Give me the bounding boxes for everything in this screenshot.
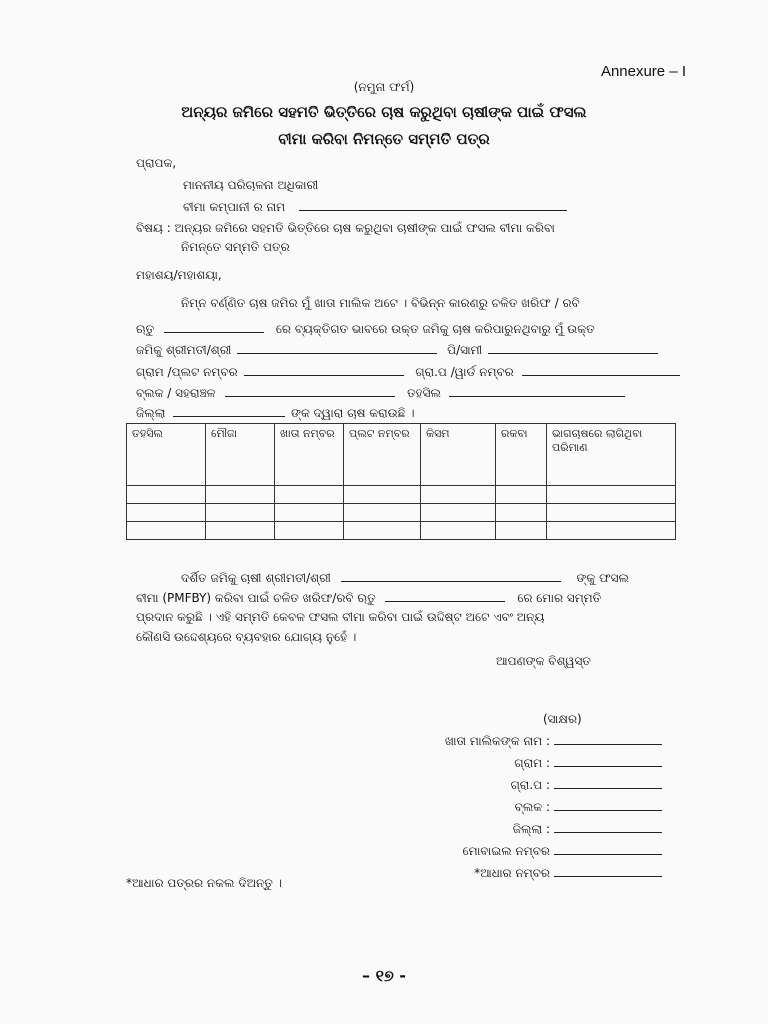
season-label: ଋତୁ [136, 322, 155, 336]
form-title-line2: ବୀମା କରିବା ନିମନ୍ତେ ସମ୍ମତି ପତ୍ର [278, 130, 490, 148]
subject-line2: ନିମନ୍ତେ ସମ୍ମତି ପତ୍ର [181, 240, 290, 254]
page-number: – ୧୭ - [362, 966, 406, 985]
sig-block-blank[interactable] [554, 799, 662, 811]
tahasil-blank[interactable] [449, 385, 625, 397]
table-cell[interactable] [547, 486, 676, 504]
para1-line4 [136, 364, 680, 380]
table-cell[interactable] [344, 522, 421, 540]
table-header-row [127, 424, 676, 486]
yours-faithfully: ଆପଣଙ୍କ ବିଶ୍ୱସ୍ତ [496, 654, 591, 668]
block-blank[interactable] [225, 385, 395, 397]
table-cell[interactable] [344, 504, 421, 522]
sig-field-district [513, 821, 662, 837]
sig-field-village [514, 755, 662, 771]
village-blank[interactable] [554, 755, 662, 767]
para2-line3: ପ୍ରଦାନ କରୁଛି । ଏହି ସମ୍ମତି କେବଳ ଫସଲ ବୀମା କରିବା ପାଇଁ ଉଦ୍ଦିଷ୍ଟ ଅଟେ ଏବଂ ଅନ୍ୟ [136, 610, 545, 624]
col-rakaba: ରକବା [496, 424, 547, 486]
cultivator-name-blank[interactable] [237, 342, 437, 354]
para1-line2 [136, 321, 595, 337]
consent-cultivator-blank[interactable] [341, 570, 561, 582]
district-blank[interactable] [173, 405, 285, 417]
pmfby-text: ବୀମା (PMFBY) କରିବା ପାଇଁ ଚଳିତ ଖରିଫ/ରବି ଋତୁ [136, 591, 376, 605]
table-cell[interactable] [206, 522, 275, 540]
table-cell[interactable] [421, 486, 496, 504]
annexure-label: Annexure – I [600, 63, 686, 80]
sig-field-aadhaar [474, 865, 662, 881]
land-details-table [126, 423, 676, 540]
consent-text: ରେ ମୋର ସମ୍ମତି [517, 591, 602, 605]
table-cell[interactable] [547, 504, 676, 522]
para1-line1: ନିମ୍ନ ବର୍ଣ୍ଣିତ ଚାଷ ଜମିର ମୁଁ ଖାତା ମାଲିକ ଅଟେ । ବିଭିନ୍ନ କାରଣରୁ ଚଳିତ ଖରିଫ / ରବି [181, 296, 580, 310]
col-kisam: କିସମ [421, 424, 496, 486]
para2-line2 [136, 590, 601, 606]
col-tahasil: ତହସିଲ [127, 424, 206, 486]
col-share-area: ଭାଗଚାଷରେ ଲାଗିଥିବା ପରିମାଣ [547, 424, 676, 486]
mobile-blank[interactable] [554, 843, 662, 855]
table-cell[interactable] [206, 504, 275, 522]
table-cell[interactable] [547, 522, 676, 540]
village-plot-label: ଗ୍ରାମ /ପ୍ଲଟ ନମ୍ବର [136, 365, 238, 379]
table-cell[interactable] [421, 504, 496, 522]
col-plot: ପ୍ଲଟ ନମ୍ବର [344, 424, 421, 486]
sig-district-blank[interactable] [554, 821, 662, 833]
owner-name-blank[interactable] [554, 733, 662, 745]
signature-label: (ସାକ୍ଷର) [543, 712, 582, 726]
district-label: ଜିଲ୍ଲା [136, 406, 166, 420]
form-title-line1: ଅନ୍ୟର ଜମିରେ ସହମତି ଭିତ୍ତିରେ ଚାଷ କରୁଥିବା ଚାଷୀଙ୍କ ପାଇଁ ଫସଲ [181, 103, 587, 121]
spouse-name-blank[interactable] [488, 342, 658, 354]
sig-field-label: ମୋବାଇଲ ନମ୍ବର [462, 844, 550, 858]
consent-season-blank[interactable] [385, 590, 505, 602]
table-cell[interactable] [275, 486, 344, 504]
table-row [127, 486, 676, 504]
sig-field-label: ଖାତା ମାଲିକଙ୍କ ନାମ : [444, 734, 550, 748]
aadhaar-blank[interactable] [554, 865, 662, 877]
insurer-name-label: ବୀମା କମ୍ପାନୀ ର ନାମ [183, 200, 286, 214]
para1-line3 [136, 342, 658, 358]
sig-field-label: ବ୍ଲକ : [514, 800, 550, 814]
cultivator-label: ଜମିକୁ ଶ୍ରୀମତୀ/ଶ୍ରୀ [136, 343, 232, 357]
table-cell[interactable] [127, 504, 206, 522]
sig-field-label: ଗ୍ରାମ : [514, 756, 550, 770]
sig-field-label: ଗ୍ରା.ପ : [510, 778, 550, 792]
consent-cultivator-label: ଦର୍ଶିତ ଜମିକୁ ଚାଷୀ ଶ୍ରୀମତୀ/ଶ୍ରୀ [181, 571, 331, 585]
gp-ward-blank[interactable] [522, 364, 680, 376]
table-cell[interactable] [496, 504, 547, 522]
footnote: *ଆଧାର ପତ୍ରର ନକଲ ଦିଅନ୍ତୁ । [126, 876, 283, 890]
gp-blank[interactable] [554, 777, 662, 789]
sig-field-label: ଜିଲ୍ଲା : [512, 822, 550, 836]
para2-line1 [181, 570, 629, 586]
crop-label: ଙ୍କୁ ଫସଲ [576, 571, 629, 585]
addressee-line1: ମାନନୀୟ ପରିଚାଳନା ଅଧିକାରୀ [183, 178, 319, 192]
table-cell[interactable] [275, 504, 344, 522]
village-plot-blank[interactable] [244, 364, 404, 376]
sig-field-block [515, 799, 662, 815]
sig-field-gp [511, 777, 662, 793]
addressee-line2 [183, 199, 567, 215]
table-cell[interactable] [344, 486, 421, 504]
table-cell[interactable] [421, 522, 496, 540]
subject-line1: ବିଷୟ : ଅନ୍ୟର ଜମିରେ ସହମତି ଭିତ୍ତିରେ ଚାଷ କରୁଥିବା ଚାଷୀଙ୍କ ପାଇଁ ଫସଲ ବୀମା କରିବା [136, 221, 555, 235]
block-label: ବ୍ଲକ / ସହରାଞ୍ଚଳ [136, 386, 216, 400]
table-cell[interactable] [496, 486, 547, 504]
para1-line6 [136, 405, 415, 421]
table-cell[interactable] [275, 522, 344, 540]
gp-ward-label: ଗ୍ରା.ପ /ୱାର୍ଡ ନମ୍ବର [415, 365, 514, 379]
sig-field-label: *ଆଧାର ନମ୍ବର [474, 866, 550, 880]
cultivated-by-text: ଙ୍କ ଦ୍ୱାରା ଚାଷ କରାଉଛି । [291, 406, 415, 420]
table-cell[interactable] [127, 486, 206, 504]
season-blank[interactable] [164, 321, 264, 333]
spouse-label: ପି/ସାମୀ [447, 343, 483, 357]
insurer-name-blank[interactable] [299, 199, 567, 211]
para1-line5 [136, 385, 625, 401]
table-row [127, 522, 676, 540]
salutation: ମହାଶୟ/ମହାଶୟା, [136, 268, 222, 282]
col-mouza: ମୌଜା [206, 424, 275, 486]
sig-field-owner-name [445, 733, 662, 749]
para2-line4: କୌଣସି ଉଦ୍ଦେଶ୍ୟରେ ବ୍ୟବହାର ଯୋଗ୍ୟ ନୁହେଁ । [136, 630, 357, 644]
form-subtitle: (ନମୁନା ଫର୍ମ) [353, 80, 415, 94]
table-cell[interactable] [127, 522, 206, 540]
table-row [127, 504, 676, 522]
sig-field-mobile [463, 843, 662, 859]
table-cell[interactable] [206, 486, 275, 504]
to-label: ପ୍ରାପକ, [136, 156, 177, 170]
table-cell[interactable] [496, 522, 547, 540]
season-text: ରେ ବ୍ୟକ୍ତିଗତ ଭାବରେ ଉକ୍ତ ଜମିକୁ ଚାଷ କରିପାରୁନଥିବାରୁ ମୁଁ ଉକ୍ତ [275, 322, 595, 336]
col-khata: ଖାତା ନମ୍ବର [275, 424, 344, 486]
tahasil-label: ତହସିଲ [407, 386, 441, 400]
